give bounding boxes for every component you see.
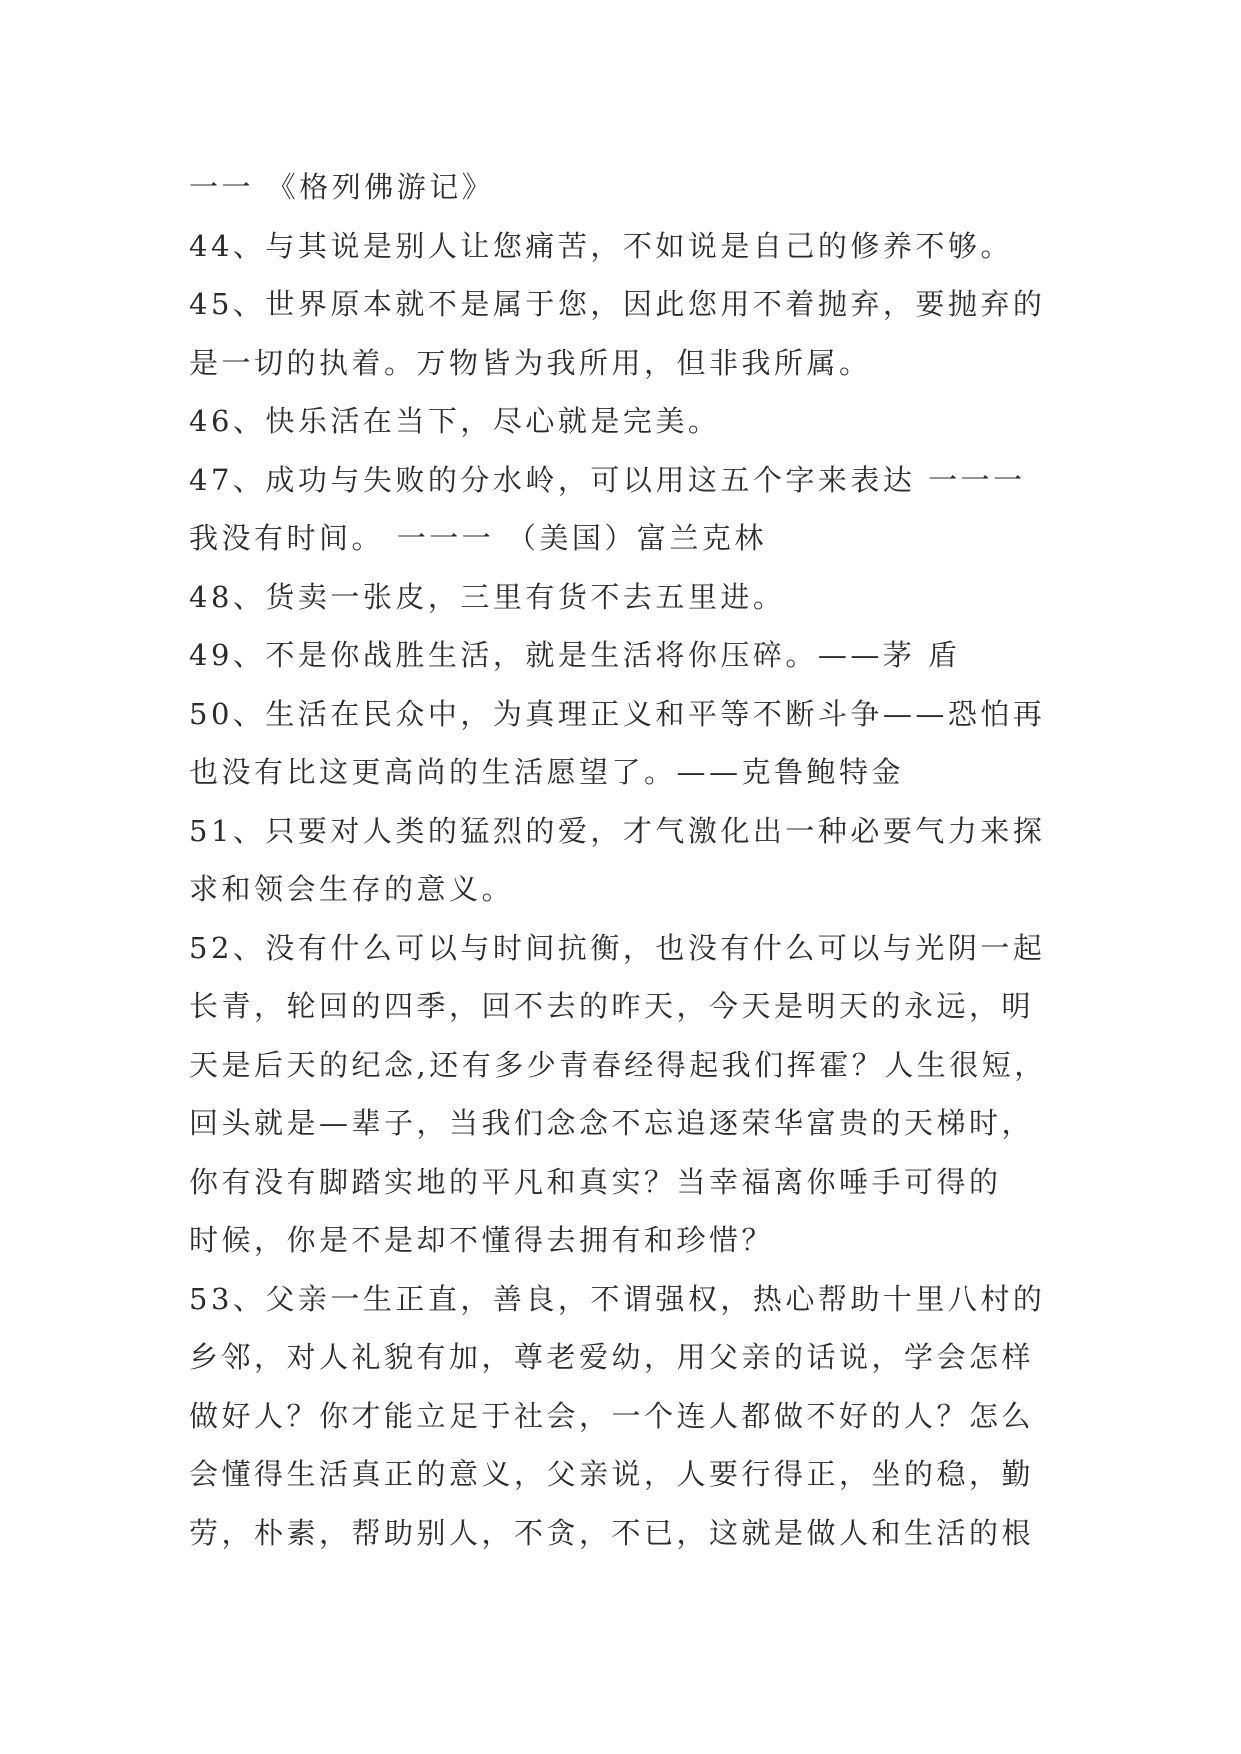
text-line: 劳，朴素，帮助别人，不贪，不已，这就是做人和生活的根 [189, 1515, 1035, 1550]
text-line: 51、只要对人类的猛烈的爱，才气激化出一种必要气力来探 [189, 813, 1046, 848]
text-line: 求和领会生存的意义。 [189, 872, 515, 906]
text-line: 52、没有什么可以与时间抗衡，也没有什么可以与光阴一起 [189, 930, 1046, 965]
text-line: 48、货卖一张皮，三里有货不去五里进。 [189, 579, 786, 614]
text-line: 是一切的执着。万物皆为我所用，但非我所属。 [189, 345, 872, 380]
document-body [189, 158, 1069, 1562]
text-line: 49、不是你战胜生活，就是生活将你压碎。——茅 盾 [189, 638, 961, 672]
text-line: 44、与其说是别人让您痛苦，不如说是自己的修养不够。 [189, 228, 1013, 263]
text-line: 会懂得生活真正的意义，父亲说，人要行得正，坐的稳，勤 [189, 1457, 1035, 1491]
text-line: 50、生活在民众中，为真理正义和平等不断斗争——恐怕再 [189, 696, 1046, 731]
text-line: 做好人？你才能立足于社会，一个连人都做不好的人？怎么 [189, 1398, 1035, 1433]
text-line: 47、成功与失败的分水岭，可以用这五个字来表达 一一一 [189, 462, 1026, 497]
text-line: 时候，你是不是却不懂得去拥有和珍惜？ [189, 1223, 775, 1257]
text-line: 我没有时间。 一一一 （美国）富兰克林 [189, 521, 767, 555]
text-line: 长青，轮回的四季，回不去的昨天，今天是明天的永远，明 [189, 989, 1035, 1023]
text-line: 46、快乐活在当下，尽心就是完美。 [189, 404, 721, 438]
text-line: 45、世界原本就不是属于您，因此您用不着抛弃，要抛弃的 [189, 287, 1046, 321]
title-line: 一一 《格列佛游记》 [189, 170, 495, 204]
text-line: 乡邻，对人礼貌有加，尊老爱幼，用父亲的话说，学会怎样 [189, 1340, 1035, 1374]
text-line: 也没有比这更高尚的生活愿望了。——克鲁鲍特金 [189, 755, 905, 789]
text-line: 53、父亲一生正直，善良，不谓强权，热心帮助十里八村的 [189, 1281, 1046, 1316]
text-line: 天是后天的纪念,还有多少青春经得起我们挥霍？人生很短， [189, 1047, 1047, 1082]
text-line: 你有没有脚踏实地的平凡和真实？当幸福离你唾手可得的 [189, 1164, 1002, 1199]
text-line: 回头就是—辈子，当我们念念不忘追逐荣华富贵的天梯时， [189, 1106, 1035, 1140]
